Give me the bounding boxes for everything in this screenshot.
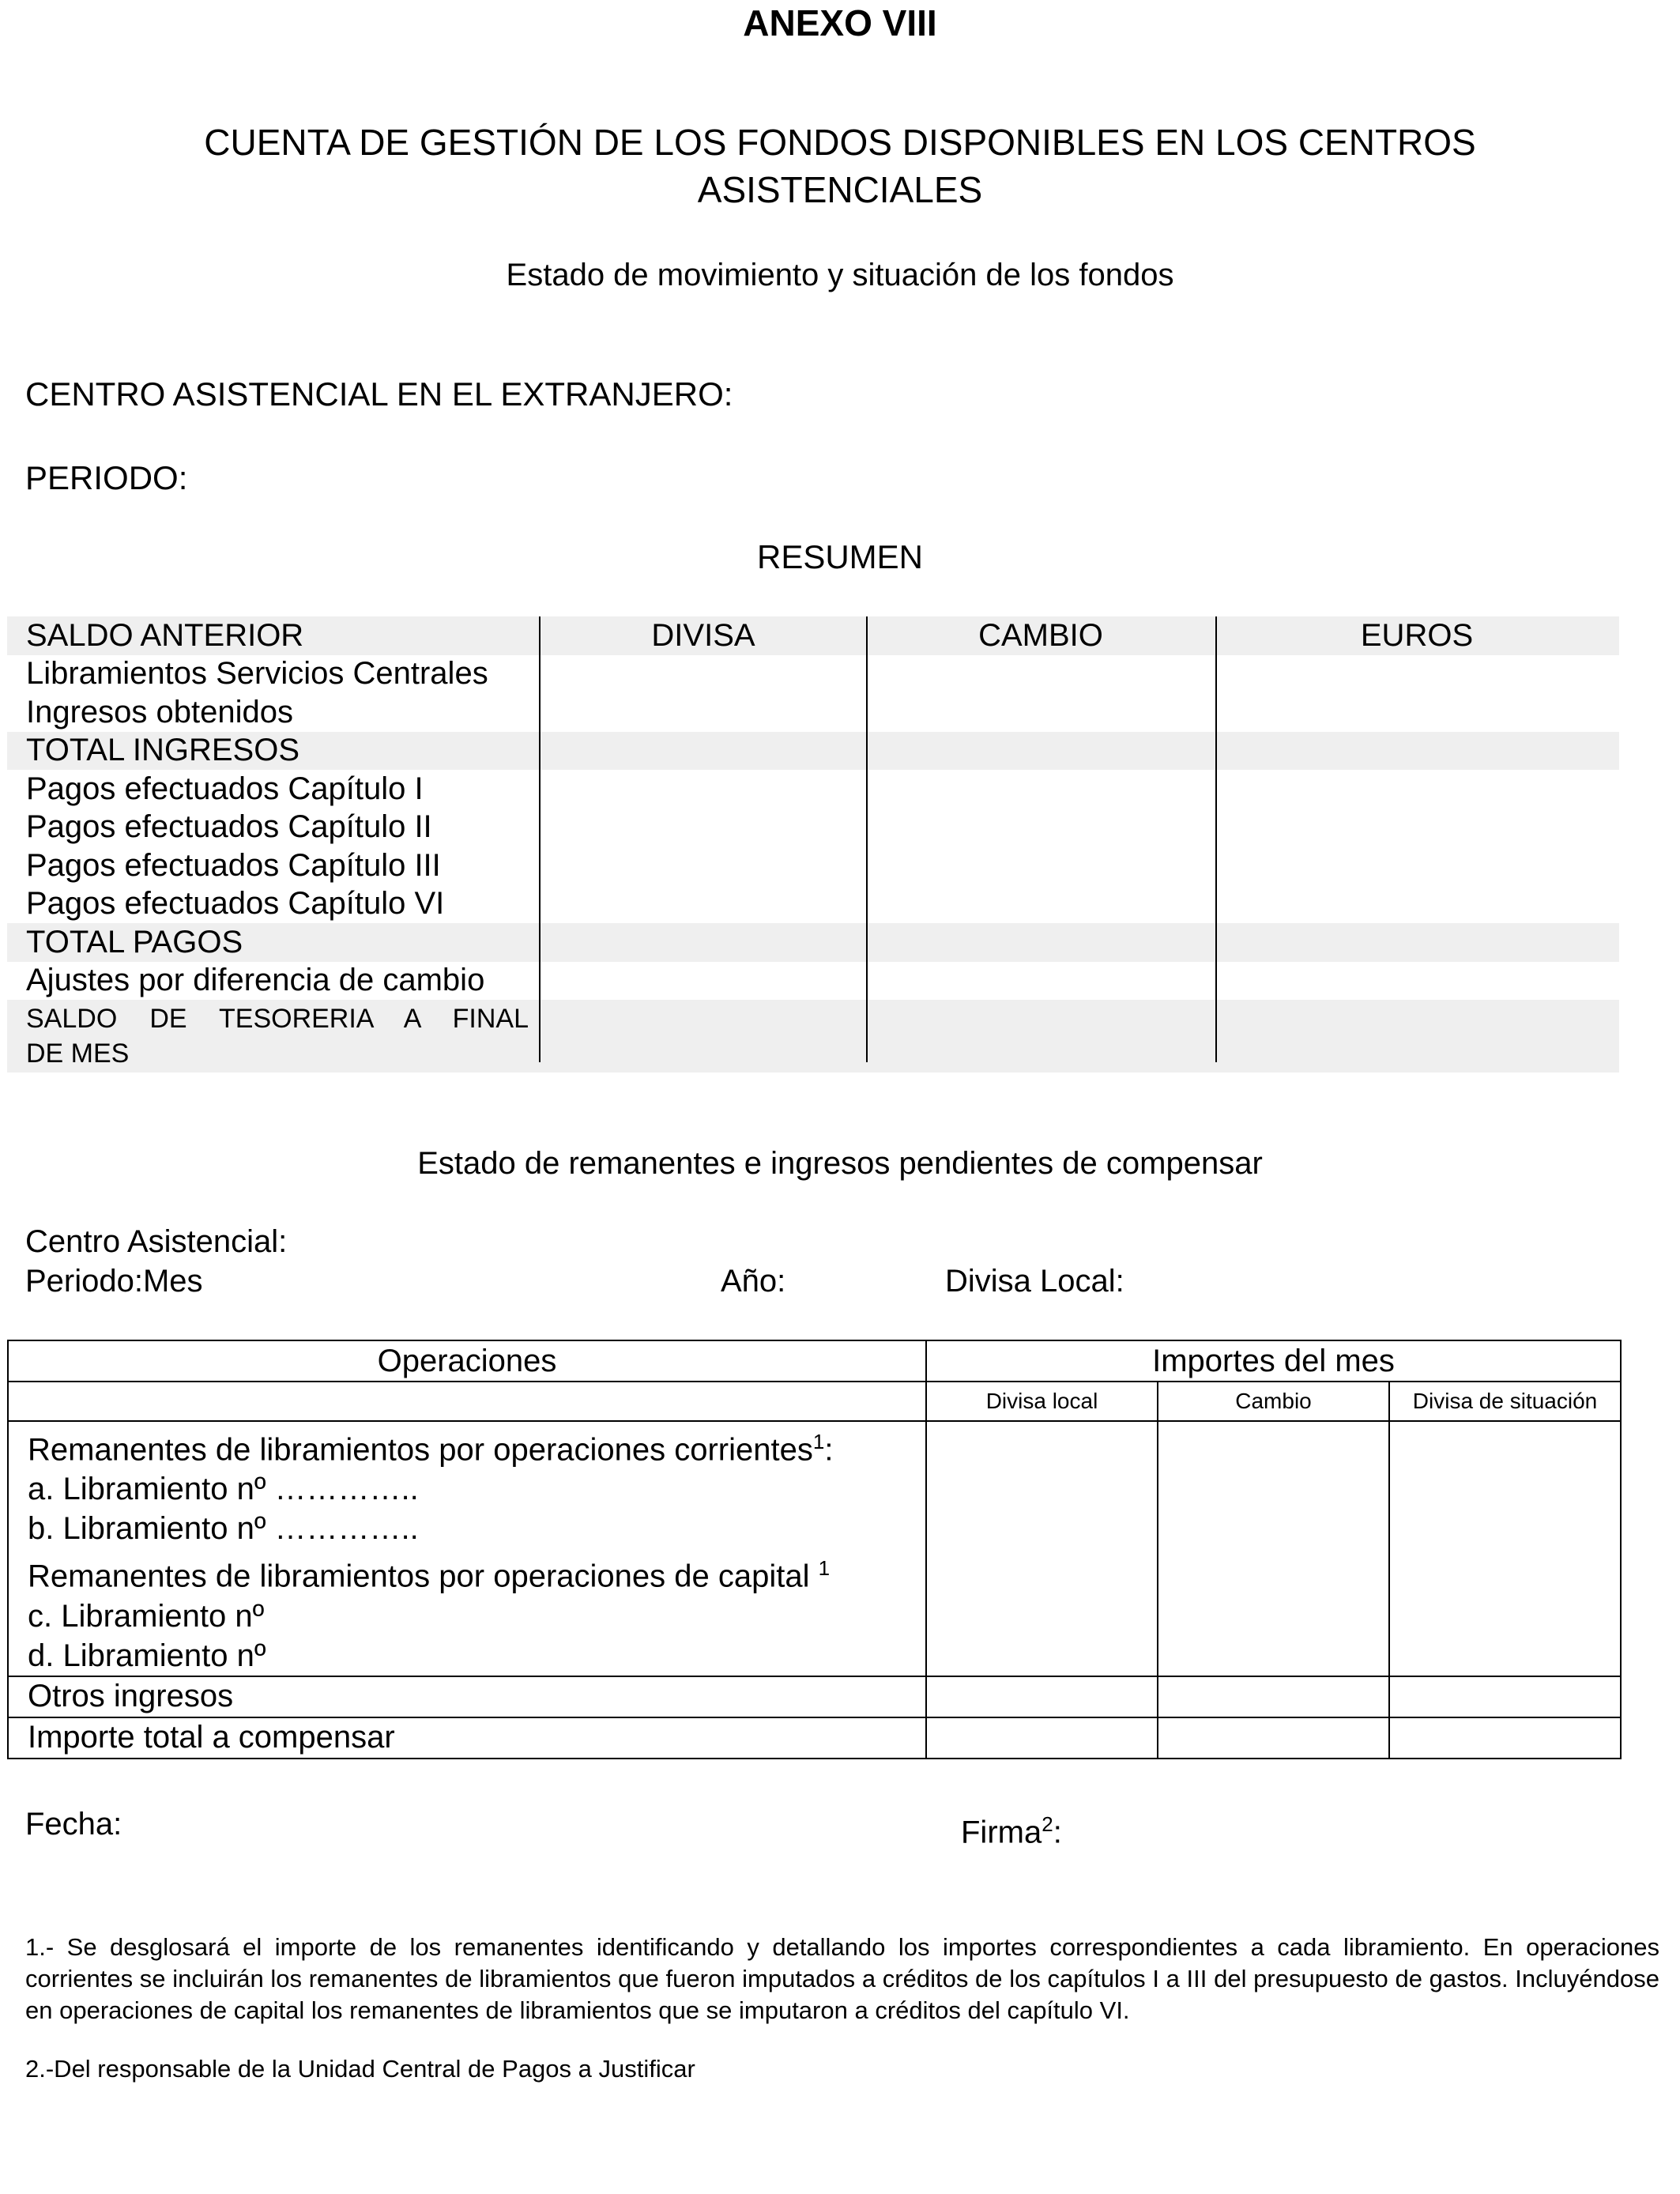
remanentes-title: Estado de remanentes e ingresos pendientes de compensar: [417, 1146, 1263, 1181]
empty-cell: [926, 1676, 1158, 1717]
row-label: SALDO ANTERIOR: [26, 617, 304, 653]
header-euros: EUROS: [1360, 617, 1474, 653]
main-title: [79, 119, 1601, 213]
fecha-label: Fecha:: [25, 1807, 122, 1842]
footnote-1: 1.- Se desglosará el importe de los remanentes identificando y detallando los importes correspondientes a cada libramiento. En operaciones corrientes se incluirán los remanentes de libramientos que fueron imputados a créditos de los capítulos I a III del presupuesto de gastos. Incluyéndose en operaciones de capital los remanentes de libramientos que se imputaron a créditos del capítulo VI.: [25, 1933, 1659, 2024]
subheader-divisa-local: Divisa local: [926, 1382, 1158, 1421]
table-row: [7, 770, 1619, 809]
remanentes-corrientes-line: [28, 1422, 925, 1469]
empty-cell: [1389, 1676, 1621, 1717]
header-importes: Importes del mes: [926, 1340, 1621, 1382]
row-label: Libramientos Servicios Centrales: [26, 656, 488, 692]
empty-cell: [1389, 1717, 1621, 1759]
subheader-cambio: Cambio: [1158, 1382, 1389, 1421]
table-row: [8, 1382, 1621, 1421]
remanentes-corrientes-text: Remanentes de libramientos por operaciones corrientes: [28, 1432, 813, 1468]
row-label: Pagos efectuados Capítulo II: [26, 809, 432, 845]
libramiento-d: d. Libramiento nº: [28, 1638, 266, 1673]
row-label: TOTAL PAGOS: [26, 924, 243, 959]
table-row: [7, 923, 1619, 962]
table-row: [7, 885, 1619, 924]
resumen-title: RESUMEN: [756, 538, 924, 575]
table-row: [8, 1421, 1621, 1676]
otros-ingresos: Otros ingresos: [8, 1676, 926, 1717]
column-divider: [539, 616, 541, 1062]
header-operaciones: Operaciones: [8, 1340, 926, 1382]
resumen-table: [7, 616, 1619, 1072]
table-row: [7, 616, 1619, 655]
footnote-ref: 1: [812, 1430, 825, 1453]
remanentes-cell: [8, 1421, 926, 1676]
table-row: [7, 732, 1619, 771]
footnote-ref: 1: [818, 1556, 831, 1581]
subheader-divisa-situacion: Divisa de situación: [1389, 1382, 1621, 1421]
firma-label: [961, 1804, 1062, 1852]
table-row: [7, 693, 1619, 732]
remanentes-capital-text: Remanentes de libramientos por operaciones de capital: [28, 1559, 819, 1594]
empty-cell: [926, 1421, 1158, 1676]
remanentes-table: [7, 1340, 1622, 1759]
table-row: [7, 655, 1619, 694]
row-label: Pagos efectuados Capítulo III: [26, 847, 441, 883]
row-label: TOTAL INGRESOS: [26, 733, 299, 768]
header-divisa: DIVISA: [651, 617, 755, 653]
divisa-local-label: Divisa Local:: [945, 1264, 1124, 1299]
empty-cell: [1389, 1421, 1621, 1676]
main-title-line2: ASISTENCIALES: [697, 169, 983, 210]
table-row: [8, 1717, 1621, 1759]
libramiento-c: c. Libramiento nº: [28, 1598, 265, 1634]
column-divider: [866, 616, 868, 1062]
row-label: Pagos efectuados Capítulo VI: [26, 886, 445, 922]
row-label: Pagos efectuados Capítulo I: [26, 771, 424, 806]
annex-title: ANEXO VIII: [743, 2, 937, 43]
empty-cell: [1158, 1717, 1389, 1759]
subtitle: Estado de movimiento y situación de los fondos: [506, 258, 1174, 292]
row-label: Ajustes por diferencia de cambio: [26, 963, 485, 998]
empty-cell: [1158, 1676, 1389, 1717]
empty-cell: [8, 1382, 926, 1421]
libramiento-b: b. Libramiento nº …………..: [28, 1511, 419, 1547]
table-row: [7, 1000, 1619, 1072]
footnote-2: 2.-Del responsable de la Unidad Central de Pagos a Justificar: [25, 2055, 695, 2083]
row-label-saldo-final: [7, 1001, 540, 1071]
importe-total: Importe total a compensar: [8, 1717, 926, 1759]
table-row: [7, 846, 1619, 885]
periodo-mes-label: Periodo:Mes: [25, 1264, 203, 1299]
centro-asistencial-label: Centro Asistencial:: [25, 1224, 288, 1259]
header-cambio: CAMBIO: [978, 617, 1103, 653]
remanentes-capital-line: [28, 1548, 925, 1596]
table-row: [7, 809, 1619, 847]
column-divider: [1215, 616, 1217, 1062]
centro-label: CENTRO ASISTENCIAL EN EL EXTRANJERO:: [25, 375, 733, 413]
table-row: [7, 962, 1619, 1001]
colon: :: [1053, 1815, 1062, 1850]
main-title-line1: CUENTA DE GESTIÓN DE LOS FONDOS DISPONIBLES EN LOS CENTROS: [204, 122, 1476, 163]
table-row: [8, 1676, 1621, 1717]
row-label-line2: DE MES: [26, 1039, 130, 1069]
firma-text: Firma: [961, 1815, 1042, 1850]
periodo-label: PERIODO:: [25, 459, 188, 496]
row-label-line1: SALDO DE TESORERIA A FINAL: [26, 1004, 529, 1034]
empty-cell: [1158, 1421, 1389, 1676]
anio-label: Año:: [721, 1264, 786, 1299]
row-label: Ingresos obtenidos: [26, 694, 294, 729]
libramiento-a: a. Libramiento nº …………..: [28, 1472, 419, 1507]
table-row: [8, 1340, 1621, 1382]
colon: :: [824, 1432, 834, 1468]
empty-cell: [926, 1717, 1158, 1759]
footnote-ref: 2: [1042, 1812, 1053, 1836]
